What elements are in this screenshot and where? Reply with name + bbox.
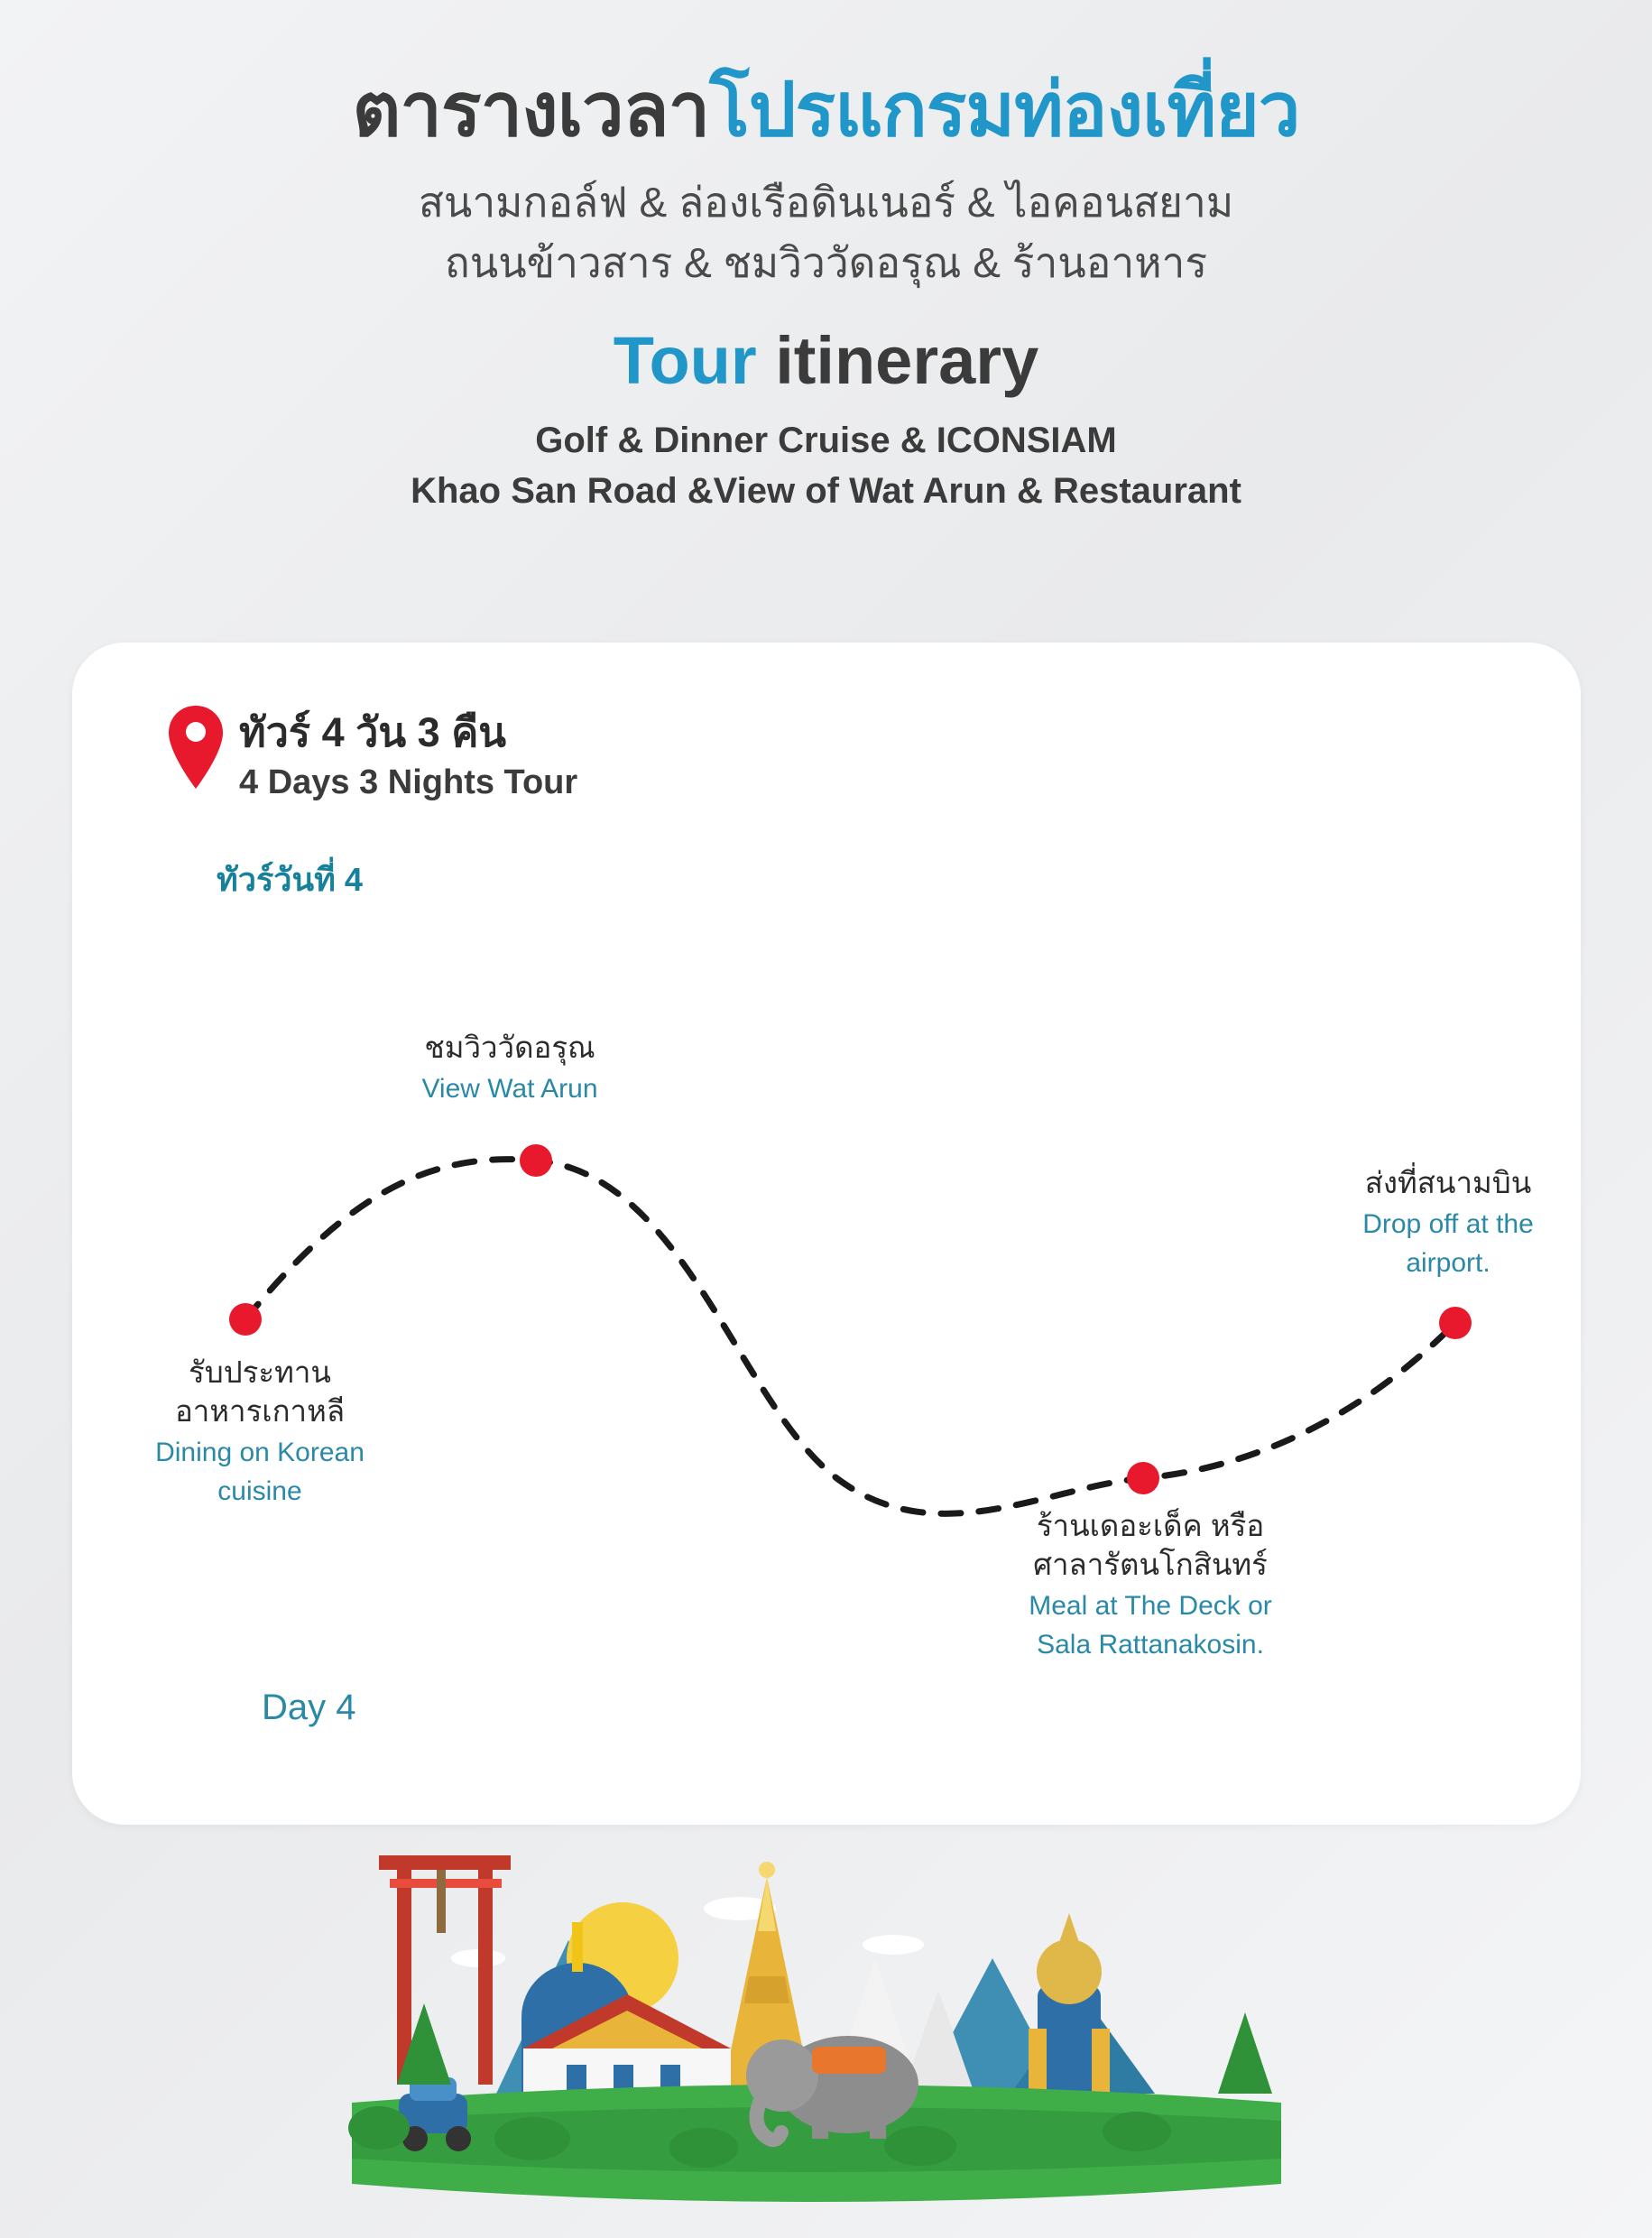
stop-thai-line1: รับประทาน: [189, 1355, 331, 1389]
day-label-en: Day 4: [262, 1688, 356, 1727]
stop-thai-line1: ส่งที่สนามบิน: [1364, 1166, 1532, 1199]
page-title-en-part1: Tour: [613, 322, 757, 398]
stop-en-line1: Dining on Korean: [155, 1437, 365, 1467]
stop-thai-line2: อาหารเกาหลี: [174, 1393, 346, 1428]
tour-length-texts: [239, 704, 577, 802]
stop-thai-line1: ชมวิววัดอรุณ: [424, 1031, 595, 1064]
stop-label-airport-drop-off: [1317, 1164, 1579, 1281]
page-subtitle-en: [0, 415, 1652, 516]
stop-en-line1: Drop off at the: [1362, 1208, 1534, 1239]
tour-length-en: 4 Days 3 Nights Tour: [239, 763, 578, 801]
stop-label-meal-the-deck: [997, 1507, 1304, 1662]
page-title-en-part2: itinerary: [775, 322, 1039, 398]
stop-en-line2: cuisine: [217, 1475, 302, 1506]
tour-length-thai: ทัวร์ 4 วัน 3 คืน: [239, 709, 507, 755]
stop-en-line2: Sala Rattanakosin.: [1037, 1629, 1264, 1660]
page-subtitle-thai-line1: สนามกอล์ฟ & ล่องเรือดินเนอร์ & ไอคอนสยาม: [418, 179, 1234, 227]
page-subtitle-en-line2: Khao San Road &View of Wat Arun & Restaurant: [411, 471, 1241, 512]
stop-thai-line1: ร้านเดอะเด็ค หรือ: [1036, 1509, 1265, 1542]
thailand-landmarks-illustration: [343, 1823, 1290, 2229]
map-pin-icon: [167, 704, 225, 791]
stop-en-line1: Meal at The Deck or: [1029, 1590, 1272, 1621]
stop-en-line2: airport.: [1406, 1247, 1490, 1278]
page-title-en: [0, 322, 1652, 398]
page-title-thai-part1: ตารางเวลา: [352, 68, 710, 152]
stop-thai-line2: ศาลารัตนโกสินทร์: [1033, 1547, 1268, 1581]
stop-en-line1: View Wat Arun: [421, 1073, 598, 1104]
page-subtitle-thai: [0, 172, 1652, 292]
day-label-thai: ทัวร์วันที่ 4: [217, 861, 363, 898]
stop-label-view-wat-arun: [361, 1029, 659, 1106]
page-subtitle-thai-line2: ถนนข้าวสาร & ชมวิววัดอรุณ & ร้านอาหาร: [444, 238, 1208, 286]
stop-label-korean-dining: [115, 1354, 404, 1509]
tour-length-row: [167, 704, 577, 802]
page-title-thai-part2: โปรแกรมท่องเที่ยว: [709, 68, 1300, 152]
page-title-thai: [0, 68, 1652, 152]
poster-header: [0, 0, 1652, 516]
page-subtitle-en-line1: Golf & Dinner Cruise & ICONSIAM: [535, 421, 1117, 461]
